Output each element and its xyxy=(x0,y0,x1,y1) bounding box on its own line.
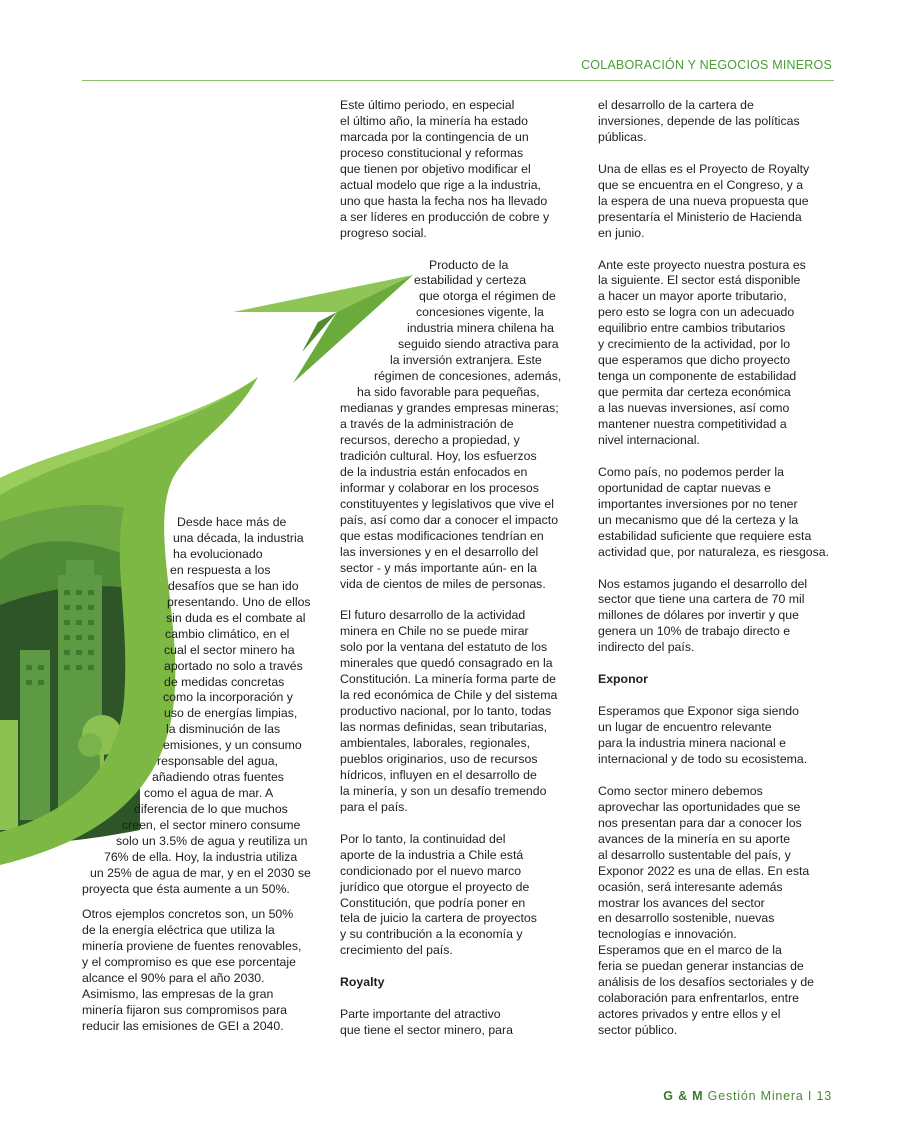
paragraph-line: que tienen por objetivo modificar el xyxy=(340,161,531,176)
paragraph-line: país, así como dar a conocer el impacto xyxy=(340,512,559,527)
paragraph-line: ambientales, laborales, regionales, xyxy=(340,736,531,750)
paragraph-line: Una de ellas es el Proyecto de Royalty xyxy=(598,161,810,176)
paragraph-line: las normas definidas, sean tributarias, xyxy=(340,720,548,735)
paragraph-line: la siguiente. El sector está disponible xyxy=(598,273,801,288)
paragraph-line: y su contribución a la economía y xyxy=(340,927,523,942)
paragraph-line: informar y colaborar en los procesos xyxy=(340,480,539,495)
paragraph-line: medianas y grandes empresas mineras; xyxy=(340,401,559,416)
paragraph-line: en desarrollo sostenible, nuevas xyxy=(598,911,775,926)
paragraph-line: alcance el 90% para el año 2030. xyxy=(82,970,265,985)
paragraph-line: un mecanismo que dé la certeza y la xyxy=(598,512,799,527)
paragraph-line: Desde hace más de xyxy=(177,515,287,529)
paragraph-line: Otros ejemplos concretos son, un 50% xyxy=(82,907,294,921)
paragraph-line: para el país. xyxy=(340,799,408,814)
paragraph-line: aprovechar las oportunidades que se xyxy=(598,799,801,814)
paragraph-line: tradición cultural. Hoy, los esfuerzos xyxy=(340,448,537,463)
paragraph-line: que se encuentra en el Congreso, y a xyxy=(598,177,804,192)
paragraph-line: minera en Chile no se puede mirar xyxy=(340,624,529,639)
paragraph-line: de la energía eléctrica que utiliza la xyxy=(82,922,275,937)
paragraph-line: que tiene el sector minero, para xyxy=(340,1023,513,1038)
paragraph-line: Esperamos que Exponor siga siendo xyxy=(598,704,799,719)
paragraph-line: oportunidad de captar nuevas e xyxy=(598,480,771,495)
paragraph-line: que permita dar certeza económica xyxy=(598,385,791,400)
paragraph-line: cual el sector minero ha xyxy=(164,642,295,657)
paragraph-line: proceso constitucional y reformas xyxy=(340,145,524,160)
paragraph-line: industria minera chilena ha xyxy=(407,321,554,336)
paragraph-line: Este último periodo, en especial xyxy=(340,98,515,112)
paragraph-line: y crecimiento de la actividad, por lo xyxy=(598,337,791,352)
page-number: 13 xyxy=(816,1089,832,1103)
paper-plane-icon xyxy=(233,275,413,383)
paragraph-line: solo por la ventana del estatuto de los xyxy=(340,640,548,655)
paragraph-line: millones de dólares por invertir y que xyxy=(598,608,799,623)
header-divider xyxy=(82,80,834,81)
paragraph-line: solo un 3.5% de agua y reutiliza un xyxy=(116,834,308,848)
paragraph-line: la disminución de las xyxy=(166,722,281,737)
paragraph-line: a través de la administración de xyxy=(340,417,514,431)
paragraph-line: ha sido favorable para pequeñas, xyxy=(357,385,540,400)
paragraph-line: marcada por la contingencia de un xyxy=(340,129,529,144)
paragraph-line: Como sector minero debemos xyxy=(598,783,763,798)
paragraph-line: en junio. xyxy=(598,225,645,240)
paragraph-line: un lugar de encuentro relevante xyxy=(598,720,772,735)
paragraph-line: y el compromiso es que ese porcentaje xyxy=(82,954,296,969)
paragraph-line: indirecto del país. xyxy=(598,640,695,655)
paragraph-line: que estas modificaciones tendrían en xyxy=(340,528,544,543)
paragraph-line: presentando. Uno de ellos xyxy=(167,594,311,609)
paragraph-line: jurídico que otorgue el proyecto de xyxy=(340,879,530,894)
paragraph-line: sector - y más importante aún- en la xyxy=(340,560,537,575)
paragraph-line: de la industria están enfocados en xyxy=(340,464,528,479)
paragraph-line: crecimiento del país. xyxy=(340,943,453,958)
paragraph-line: aporte de la industria a Chile está xyxy=(340,847,524,862)
paragraph-line: condicionado por el nuevo marco xyxy=(340,863,522,878)
paragraph-line: estabilidad y certeza xyxy=(414,273,527,288)
paragraph-line: Parte importante del atractivo xyxy=(340,1007,501,1022)
paragraph-line: 76% de ella. Hoy, la industria utiliza xyxy=(104,849,298,864)
paragraph-line: concesiones vigente, la xyxy=(416,305,544,320)
section-heading: Exponor xyxy=(598,672,648,687)
paragraph-line: públicas. xyxy=(598,129,647,144)
paragraph-line: tela de juicio la cartera de proyectos xyxy=(340,911,537,926)
paragraph-line: Nos estamos jugando el desarrollo del xyxy=(598,576,808,591)
paragraph-line: las inversiones y en el desarrollo del xyxy=(340,544,539,559)
paragraph-line: al desarrollo sustentable del país, y xyxy=(598,847,791,862)
paragraph-line: Producto de la xyxy=(429,257,509,272)
paragraph-line: que otorga el régimen de xyxy=(419,289,556,304)
paragraph-line: actual modelo que rige a la industria, xyxy=(340,177,541,192)
paragraph-line: una década, la industria xyxy=(173,530,304,545)
paragraph-line: tenga un componente de estabilidad xyxy=(598,369,797,384)
paragraph-line: creen, el sector minero consume xyxy=(122,818,301,833)
paragraph-line: como la incorporación y xyxy=(163,690,293,705)
paragraph-line: aportado no solo a través xyxy=(164,658,303,673)
paragraph-line: cambio climático, en el xyxy=(165,626,290,641)
paragraph-line: pero esto se logra con un adecuado xyxy=(598,305,795,320)
paragraph-line: el último año, la minería ha estado xyxy=(340,113,528,128)
footer-brand: G & M xyxy=(663,1089,704,1103)
paragraph-line: desafíos que se han ido xyxy=(168,578,299,593)
paragraph-line: constituyentes y legislativos que vive el xyxy=(340,496,554,511)
paragraph-line: la minería, y son un desafío tremendo xyxy=(340,783,547,798)
paragraph-line: minerales que quedó consagrado en la xyxy=(340,656,553,671)
footer-publication: Gestión Minera xyxy=(707,1089,804,1103)
paragraph-line: actores privados y entre ellos y el xyxy=(598,1007,781,1022)
paragraph-line: la inversión extranjera. Este xyxy=(390,353,542,368)
paragraph-line: el desarrollo de la cartera de xyxy=(598,98,754,112)
paragraph-line: la espera de una nueva propuesta que xyxy=(598,193,809,208)
paragraph-line: Esperamos que en el marco de la xyxy=(598,943,782,958)
paragraph-line: actividad que, por naturaleza, es riesgosa. xyxy=(598,544,830,559)
paragraph-line: minería fijaron sus compromisos para xyxy=(82,1002,288,1017)
paragraph-line: un 25% de agua de mar, y en el 2030 se xyxy=(90,865,311,880)
paragraph-line: de medidas concretas xyxy=(164,674,285,689)
paragraph-line: productivo nacional, por lo tanto, todas xyxy=(340,704,552,719)
paragraph-line: responsable del agua, xyxy=(157,754,279,769)
paragraph-line: Constitución, que podría poner en xyxy=(340,895,526,910)
paragraph-line: que esperamos que dicho proyecto xyxy=(598,353,791,368)
section-heading: Royalty xyxy=(340,975,385,990)
paragraph-line: nos presentan para dar a conocer los xyxy=(598,815,802,830)
paragraph-line: Exponor 2022 es una de ellas. En esta xyxy=(598,863,810,878)
paragraph-line: proyecta que ésta aumente a un 50%. xyxy=(82,881,290,896)
paragraph-line: sin duda es el combate al xyxy=(166,610,306,625)
paragraph-line: mantener nuestra competitividad a xyxy=(598,417,787,431)
paragraph-line: estabilidad suficiente que requiere esta xyxy=(598,528,812,543)
paragraph-line: a las nuevas inversiones, así como xyxy=(598,401,790,416)
paragraph-line: en respuesta a los xyxy=(170,562,271,577)
paragraph-line: progreso social. xyxy=(340,225,427,240)
paragraph-line: Constitución. La minería forma parte de xyxy=(340,672,556,687)
paragraph-line: ocasión, será interesante además xyxy=(598,879,783,894)
paragraph-line: reducir las emisiones de GEI a 2040. xyxy=(82,1018,284,1033)
paragraph-line: avances de la minería en su aporte xyxy=(598,831,791,846)
paragraph-line: colaboración para enfrentarlos, entre xyxy=(598,991,799,1006)
paragraph-line: ha evolucionado xyxy=(173,546,263,561)
paragraph-line: El futuro desarrollo de la actividad xyxy=(340,608,526,623)
paragraph-line: pueblos originarios, uso de recursos xyxy=(340,751,538,766)
paragraph-line: régimen de concesiones, además, xyxy=(374,369,562,384)
paragraph-line: a ser líderes en producción de cobre y xyxy=(340,209,550,224)
paragraph-line: importantes inversiones por no tener xyxy=(598,496,798,511)
paragraph-line: a hacer un mayor aporte tributario, xyxy=(598,289,787,304)
paragraph-line: análisis de los desafíos sectoriales y de xyxy=(598,975,814,990)
paragraph-line: mostrar los avances del sector xyxy=(598,895,765,910)
paragraph-line: Asimismo, las empresas de la gran xyxy=(82,986,274,1001)
paragraph-line: internacional y de todo su ecosistema. xyxy=(598,751,808,766)
paragraph-line: inversiones, depende de las políticas xyxy=(598,113,800,128)
page-footer xyxy=(663,1089,832,1103)
paragraph-line: tecnologías e innovación. xyxy=(598,927,737,942)
paragraph-line: Como país, no podemos perder la xyxy=(598,464,784,479)
paragraph-line: para la industria minera nacional e xyxy=(598,736,786,750)
paragraph-line: recursos, derecho a propiedad, y xyxy=(340,432,520,447)
paragraph-line: añadiendo otras fuentes xyxy=(152,770,284,785)
paragraph-line: la red económica de Chile y del sistema xyxy=(340,688,558,703)
paragraph-line: minería proviene de fuentes renovables, xyxy=(82,938,302,953)
paragraph-line: Por lo tanto, la continuidad del xyxy=(340,831,506,846)
paragraph-line: sector que tiene una cartera de 70 mil xyxy=(598,592,805,607)
paragraph-line: uso de energías limpias, xyxy=(164,706,298,721)
paragraph-line: vida de cientos de miles de personas. xyxy=(340,576,546,591)
paragraph-line: seguido siendo atractiva para xyxy=(398,337,559,352)
paragraph-line: Ante este proyecto nuestra postura es xyxy=(598,257,806,272)
section-title: COLABORACIÓN Y NEGOCIOS MINEROS xyxy=(581,58,832,72)
footer-separator: I xyxy=(807,1089,813,1103)
paragraph-line: diferencia de lo que muchos xyxy=(134,802,288,817)
paragraph-line: genera un 10% de trabajo directo e xyxy=(598,624,791,639)
paragraph-line: feria se puedan generar instancias de xyxy=(598,959,804,974)
paragraph-line: presentaría el Ministerio de Hacienda xyxy=(598,209,802,224)
paragraph-line: sector público. xyxy=(598,1023,678,1038)
paragraph-line: equilibrio entre cambios tributarios xyxy=(598,321,786,336)
paragraph-line: uno que hasta la fecha nos ha llevado xyxy=(340,193,548,208)
paragraph-line: emisiones, y un consumo xyxy=(163,738,302,753)
paragraph-line: como el agua de mar. A xyxy=(144,786,274,801)
paragraph-line: nivel internacional. xyxy=(598,432,700,447)
paragraph-line: hídricos, influyen en el desarrollo de xyxy=(340,767,537,782)
